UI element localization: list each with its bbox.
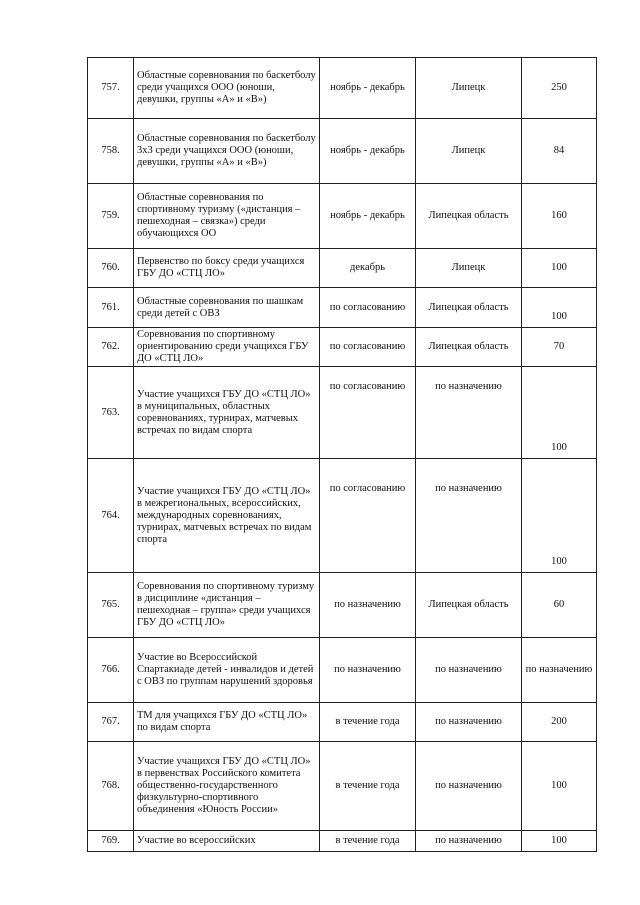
row-number: 760. (88, 249, 134, 288)
event-name: Областные соревнования по баскетболу 3х3 среди учащихся ООО (юноши, девушки, группы «А» и «В») (134, 119, 320, 184)
event-name: Областные соревнования по шашкам среди детей с ОВЗ (134, 288, 320, 328)
event-place: по назначению (416, 367, 522, 459)
event-name: Первенство по боксу среди учащихся ГБУ ДО «СТЦ ЛО» (134, 249, 320, 288)
participant-count: 100 (522, 367, 597, 459)
row-number: 758. (88, 119, 134, 184)
event-date: по согласованию (320, 367, 416, 459)
event-name: Участие учащихся ГБУ ДО «СТЦ ЛО» в первенствах Российского комитета общественно-государственного физкультурно-спортивного объединения «Юность России» (134, 742, 320, 831)
row-number: 769. (88, 831, 134, 852)
participant-count: 160 (522, 184, 597, 249)
table-row (88, 703, 597, 742)
participant-count: 60 (522, 573, 597, 638)
row-number: 765. (88, 573, 134, 638)
event-date: в течение года (320, 742, 416, 831)
event-date: в течение года (320, 703, 416, 742)
participant-count: 84 (522, 119, 597, 184)
event-name: Соревнования по спортивному ориентированию среди учащихся ГБУ ДО «СТЦ ЛО» (134, 328, 320, 367)
participant-count: 250 (522, 58, 597, 119)
row-number: 763. (88, 367, 134, 459)
row-number: 766. (88, 638, 134, 703)
table-row (88, 249, 597, 288)
event-name: Областные соревнования по спортивному туризму («дистанция – пешеходная – связка») среди обучающихся ОО (134, 184, 320, 249)
event-place: по назначению (416, 703, 522, 742)
participant-count: 200 (522, 703, 597, 742)
event-place: по назначению (416, 831, 522, 852)
participant-count: 100 (522, 831, 597, 852)
event-date: ноябрь - декабрь (320, 58, 416, 119)
table-row (88, 459, 597, 573)
event-name: Областные соревнования по баскетболу среди учащихся ООО (юноши, девушки, группы «А» и «В») (134, 58, 320, 119)
event-date: ноябрь - декабрь (320, 119, 416, 184)
participant-count: 100 (522, 249, 597, 288)
participant-count: по назначению (522, 638, 597, 703)
events-table (87, 57, 597, 852)
table-row (88, 367, 597, 459)
table-row (88, 58, 597, 119)
event-name: Соревнования по спортивному туризму в дисциплине «дистанция – пешеходная – группа» среди учащихся ГБУ ДО «СТЦ ЛО» (134, 573, 320, 638)
event-place: Липецк (416, 119, 522, 184)
event-name: Участие во всероссийских (134, 831, 320, 852)
event-date: по согласованию (320, 288, 416, 328)
event-place: Липецкая область (416, 328, 522, 367)
event-date: по согласованию (320, 328, 416, 367)
event-place: Липецкая область (416, 573, 522, 638)
event-date: по назначению (320, 638, 416, 703)
row-number: 768. (88, 742, 134, 831)
event-name: Участие во Всероссийской Спартакиаде детей - инвалидов и детей с ОВЗ по группам нарушений здоровья (134, 638, 320, 703)
table-row (88, 119, 597, 184)
table-row (88, 742, 597, 831)
event-place: Липецк (416, 249, 522, 288)
table-row (88, 184, 597, 249)
event-date: декабрь (320, 249, 416, 288)
participant-count: 70 (522, 328, 597, 367)
table-row (88, 328, 597, 367)
event-place: по назначению (416, 742, 522, 831)
event-place: Липецкая область (416, 184, 522, 249)
table-row (88, 573, 597, 638)
event-name: Участие учащихся ГБУ ДО «СТЦ ЛО» в муниципальных, областных соревнованиях, турнирах, матчевых встречах по видам спорта (134, 367, 320, 459)
table-row (88, 831, 597, 852)
event-place: по назначению (416, 638, 522, 703)
table-row (88, 638, 597, 703)
participant-count: 100 (522, 459, 597, 573)
participant-count: 100 (522, 742, 597, 831)
row-number: 759. (88, 184, 134, 249)
event-place: Липецк (416, 58, 522, 119)
event-date: ноябрь - декабрь (320, 184, 416, 249)
event-name: ТМ для учащихся ГБУ ДО «СТЦ ЛО» по видам спорта (134, 703, 320, 742)
row-number: 764. (88, 459, 134, 573)
row-number: 761. (88, 288, 134, 328)
event-date: по назначению (320, 573, 416, 638)
row-number: 757. (88, 58, 134, 119)
event-date: по согласованию (320, 459, 416, 573)
event-place: по назначению (416, 459, 522, 573)
table-row (88, 288, 597, 328)
participant-count: 100 (522, 288, 597, 328)
row-number: 767. (88, 703, 134, 742)
event-place: Липецкая область (416, 288, 522, 328)
event-date: в течение года (320, 831, 416, 852)
row-number: 762. (88, 328, 134, 367)
event-name: Участие учащихся ГБУ ДО «СТЦ ЛО» в межрегиональных, всероссийских, международных соревнованиях, турнирах, матчевых встречах по видам спорта (134, 459, 320, 573)
